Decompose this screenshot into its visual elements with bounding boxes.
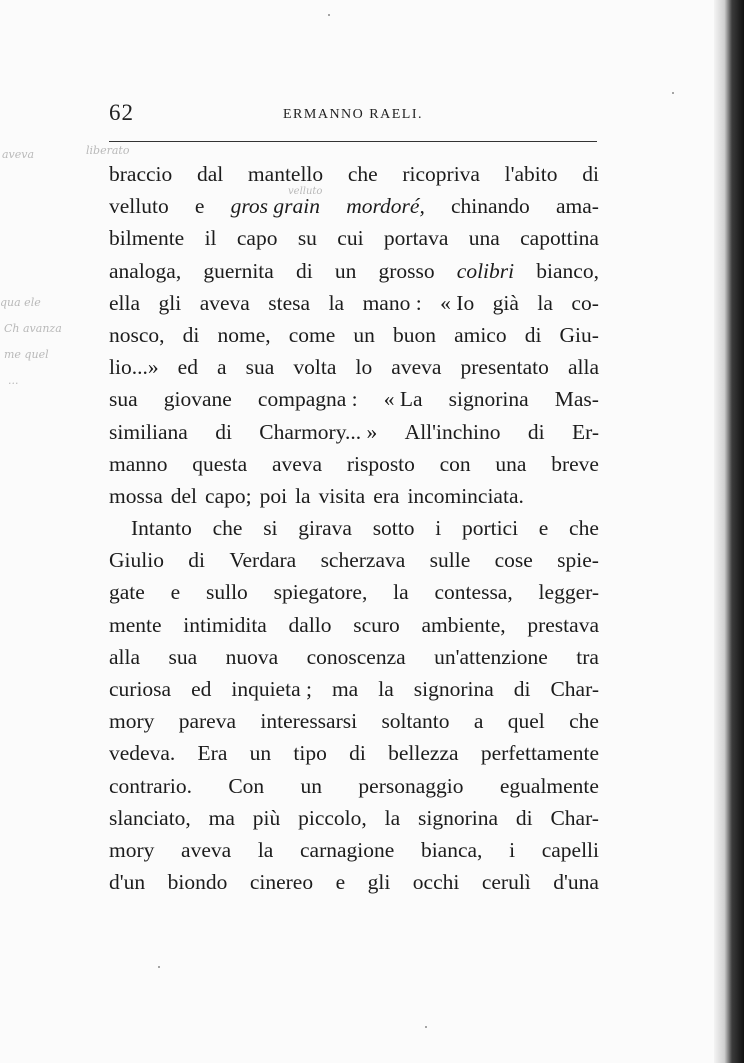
word: di bbox=[188, 548, 206, 573]
word: la bbox=[384, 805, 401, 830]
word: Giu- bbox=[559, 322, 599, 347]
word: ama- bbox=[555, 194, 599, 219]
word: compagna : bbox=[257, 387, 358, 412]
word: vedeva. bbox=[109, 741, 176, 766]
text-line bbox=[109, 866, 599, 898]
word: visita bbox=[318, 483, 366, 508]
word: sulle bbox=[429, 548, 471, 573]
word: un bbox=[353, 322, 375, 347]
text-line bbox=[109, 416, 599, 448]
word: su bbox=[297, 226, 317, 251]
word: di bbox=[582, 162, 599, 186]
margin-note: qua ele bbox=[0, 296, 41, 309]
word: più bbox=[252, 805, 281, 830]
word: mente bbox=[109, 612, 162, 637]
word: lo bbox=[355, 355, 373, 380]
word: signorina bbox=[448, 387, 529, 412]
word: carnagione bbox=[299, 837, 395, 862]
word: la bbox=[378, 677, 394, 701]
word: Era bbox=[197, 741, 228, 766]
word: portava bbox=[383, 226, 449, 251]
word: che bbox=[569, 516, 599, 541]
page-header bbox=[109, 100, 605, 130]
text-line bbox=[109, 351, 599, 383]
word: sua bbox=[168, 644, 198, 669]
word: d'una bbox=[553, 870, 599, 895]
text-line bbox=[109, 737, 599, 769]
word: interessarsi bbox=[260, 709, 358, 734]
word: portici bbox=[461, 516, 519, 541]
word: prestava bbox=[527, 612, 599, 637]
word: una bbox=[468, 226, 500, 251]
text-line bbox=[109, 770, 599, 802]
word: quel bbox=[507, 709, 545, 734]
word: la bbox=[537, 290, 553, 315]
word: gate bbox=[109, 580, 145, 605]
word: dallo bbox=[288, 612, 332, 637]
word: era bbox=[373, 483, 400, 508]
word: co- bbox=[571, 290, 599, 315]
word: signorina bbox=[417, 805, 499, 830]
word: già bbox=[492, 290, 519, 315]
word: un bbox=[249, 741, 272, 766]
word: di bbox=[182, 322, 200, 347]
word: la bbox=[295, 483, 311, 508]
text-line bbox=[109, 802, 599, 834]
word: sotto bbox=[372, 516, 415, 541]
word: conoscenza bbox=[306, 644, 406, 669]
word: amico bbox=[454, 322, 507, 347]
word: chinando bbox=[451, 194, 530, 219]
paper-speck bbox=[328, 14, 330, 16]
word: capo; bbox=[205, 483, 252, 508]
word: manno bbox=[109, 451, 168, 476]
word: nosco, bbox=[109, 322, 165, 347]
word: un bbox=[300, 773, 323, 798]
word: a bbox=[473, 709, 484, 734]
header-rule bbox=[109, 141, 597, 142]
word: cose bbox=[494, 548, 533, 573]
running-title: ERMANNO RAELI. bbox=[283, 107, 423, 122]
body-text bbox=[109, 158, 599, 898]
word: gros grain bbox=[230, 194, 321, 219]
text-line bbox=[109, 512, 599, 544]
word: sua bbox=[245, 355, 275, 380]
word: Char- bbox=[550, 677, 599, 701]
word: grosso bbox=[378, 258, 435, 283]
word: ed bbox=[191, 677, 212, 701]
word: colibri bbox=[456, 258, 515, 283]
paper-speck bbox=[158, 966, 160, 968]
word: aveva bbox=[391, 355, 442, 380]
word: similiana bbox=[109, 419, 188, 444]
word: aveva bbox=[271, 451, 323, 476]
text-line bbox=[109, 222, 599, 254]
text-line bbox=[109, 609, 599, 641]
word: a bbox=[217, 355, 227, 380]
word: di bbox=[515, 805, 533, 830]
text-line bbox=[109, 383, 599, 415]
word: « La bbox=[383, 387, 423, 412]
word: gli bbox=[158, 290, 182, 315]
text-line bbox=[109, 641, 599, 673]
word: che bbox=[212, 516, 243, 541]
word: aveva bbox=[181, 837, 232, 862]
word: come bbox=[288, 322, 336, 347]
word: d'un bbox=[109, 870, 146, 895]
word: velluto bbox=[109, 194, 169, 219]
word: mordoré, bbox=[346, 194, 425, 219]
word: e bbox=[194, 194, 205, 219]
word: analoga, bbox=[109, 258, 182, 283]
word: signorina bbox=[413, 677, 494, 701]
word: si bbox=[263, 516, 278, 541]
word: Charmory... » bbox=[259, 419, 378, 444]
word: mory bbox=[109, 837, 155, 862]
word: perfettamente bbox=[480, 741, 599, 766]
word: girava bbox=[298, 516, 352, 541]
word: legger- bbox=[538, 580, 599, 605]
interlinear-pencil-note: velluto bbox=[288, 186, 323, 197]
word: curiosa bbox=[109, 677, 172, 701]
paper-speck bbox=[672, 92, 674, 94]
word: sua bbox=[109, 387, 138, 412]
word: ma bbox=[208, 805, 235, 830]
word: bilmente bbox=[109, 226, 185, 251]
word: Er- bbox=[571, 419, 599, 444]
word: occhi bbox=[412, 870, 460, 895]
word: contessa, bbox=[434, 580, 513, 605]
word: slanciato, bbox=[109, 805, 191, 830]
word: bianca, bbox=[420, 837, 483, 862]
word: contrario. bbox=[109, 773, 192, 798]
margin-note: Ch avanza bbox=[4, 322, 62, 335]
word: alla bbox=[109, 644, 141, 669]
word: sullo bbox=[205, 580, 248, 605]
word: ma bbox=[331, 677, 359, 701]
word: Giulio bbox=[109, 548, 164, 573]
text-line bbox=[109, 190, 599, 222]
word: un bbox=[334, 258, 357, 283]
word: di bbox=[527, 419, 545, 444]
word: mory bbox=[109, 709, 155, 734]
word: nuova bbox=[225, 644, 279, 669]
word: di bbox=[513, 677, 531, 701]
paper-speck bbox=[425, 1026, 427, 1028]
word: di bbox=[295, 258, 313, 283]
word: con bbox=[439, 451, 471, 476]
word: buon bbox=[392, 322, 436, 347]
text-line bbox=[109, 287, 599, 319]
word: la bbox=[328, 290, 345, 315]
text-line bbox=[109, 705, 599, 737]
word: incominciata. bbox=[407, 483, 524, 508]
word: personaggio bbox=[358, 773, 464, 798]
word: Con bbox=[228, 773, 265, 798]
word: dal bbox=[196, 162, 224, 186]
text-line bbox=[109, 448, 599, 480]
word: mossa bbox=[109, 483, 163, 508]
word: aveva bbox=[199, 290, 250, 315]
word: bianco, bbox=[536, 258, 599, 283]
word: di bbox=[215, 419, 232, 444]
word: che bbox=[347, 162, 378, 186]
word: i bbox=[435, 516, 442, 541]
word: braccio bbox=[109, 162, 173, 186]
word: stesa bbox=[268, 290, 311, 315]
word: alla bbox=[567, 355, 599, 380]
word: « Io bbox=[440, 290, 475, 315]
word: la bbox=[257, 837, 274, 862]
word: ella bbox=[109, 290, 141, 315]
word: breve bbox=[551, 451, 599, 476]
word: biondo bbox=[167, 870, 228, 895]
word: e bbox=[538, 516, 549, 541]
word: Intanto bbox=[131, 516, 192, 541]
word: risposto bbox=[346, 451, 415, 476]
text-line bbox=[109, 834, 599, 866]
word: una bbox=[495, 451, 527, 476]
word: l'abito bbox=[504, 162, 558, 186]
margin-note: me quel bbox=[4, 348, 49, 361]
book-spine-shadow bbox=[714, 0, 744, 1063]
word: gli bbox=[367, 870, 391, 895]
word: cerulì bbox=[481, 870, 531, 895]
word: capelli bbox=[541, 837, 599, 862]
word: del bbox=[170, 483, 198, 508]
word: guernita bbox=[203, 258, 274, 283]
text-line bbox=[109, 673, 599, 705]
word: spiegatore, bbox=[273, 580, 368, 605]
word: soltanto bbox=[381, 709, 450, 734]
word: lio...» bbox=[109, 355, 159, 380]
word: ambiente, bbox=[421, 612, 506, 637]
word: scuro bbox=[353, 612, 400, 637]
word: cui bbox=[337, 226, 364, 251]
word: giovane bbox=[163, 387, 232, 412]
word: e bbox=[170, 580, 181, 605]
word: poi bbox=[259, 483, 288, 508]
word: piccolo, bbox=[298, 805, 367, 830]
page-number: 62 bbox=[109, 100, 134, 125]
word: la bbox=[393, 580, 409, 605]
text-line bbox=[109, 255, 599, 287]
word: intimidita bbox=[183, 612, 267, 637]
word: All'inchino bbox=[404, 419, 501, 444]
word: inquieta ; bbox=[231, 677, 312, 701]
text-line bbox=[109, 576, 599, 608]
word: pareva bbox=[178, 709, 237, 734]
word: Verdara bbox=[229, 548, 297, 573]
word: cinereo bbox=[249, 870, 314, 895]
word: egualmente bbox=[499, 773, 599, 798]
text-line bbox=[109, 319, 599, 351]
word: presentato bbox=[460, 355, 549, 380]
word: questa bbox=[192, 451, 248, 476]
word: tra bbox=[576, 644, 599, 669]
word: e bbox=[335, 870, 346, 895]
word: mantello bbox=[247, 162, 324, 186]
text-line bbox=[109, 158, 599, 190]
word: di bbox=[349, 741, 366, 766]
word: il bbox=[204, 226, 217, 251]
word: scherzava bbox=[320, 548, 406, 573]
margin-note: ... bbox=[8, 374, 19, 387]
word: spie- bbox=[557, 548, 599, 573]
word: che bbox=[569, 709, 599, 734]
word: Char- bbox=[550, 805, 599, 830]
word: volta bbox=[293, 355, 337, 380]
word: un'attenzione bbox=[434, 644, 548, 669]
word: nome, bbox=[217, 322, 271, 347]
word: ed bbox=[177, 355, 198, 380]
text-line bbox=[109, 544, 599, 576]
word: tipo bbox=[293, 741, 327, 766]
margin-note: liberato bbox=[86, 144, 130, 157]
word: Mas- bbox=[554, 387, 599, 412]
word: di bbox=[524, 322, 542, 347]
word: mano : bbox=[362, 290, 422, 315]
word: ricopriva bbox=[402, 162, 480, 186]
word: capottina bbox=[520, 226, 599, 251]
word: i bbox=[509, 837, 516, 862]
text-line bbox=[109, 480, 599, 512]
word: bellezza bbox=[388, 741, 459, 766]
word: capo bbox=[236, 226, 278, 251]
margin-note: aveva bbox=[2, 148, 35, 161]
